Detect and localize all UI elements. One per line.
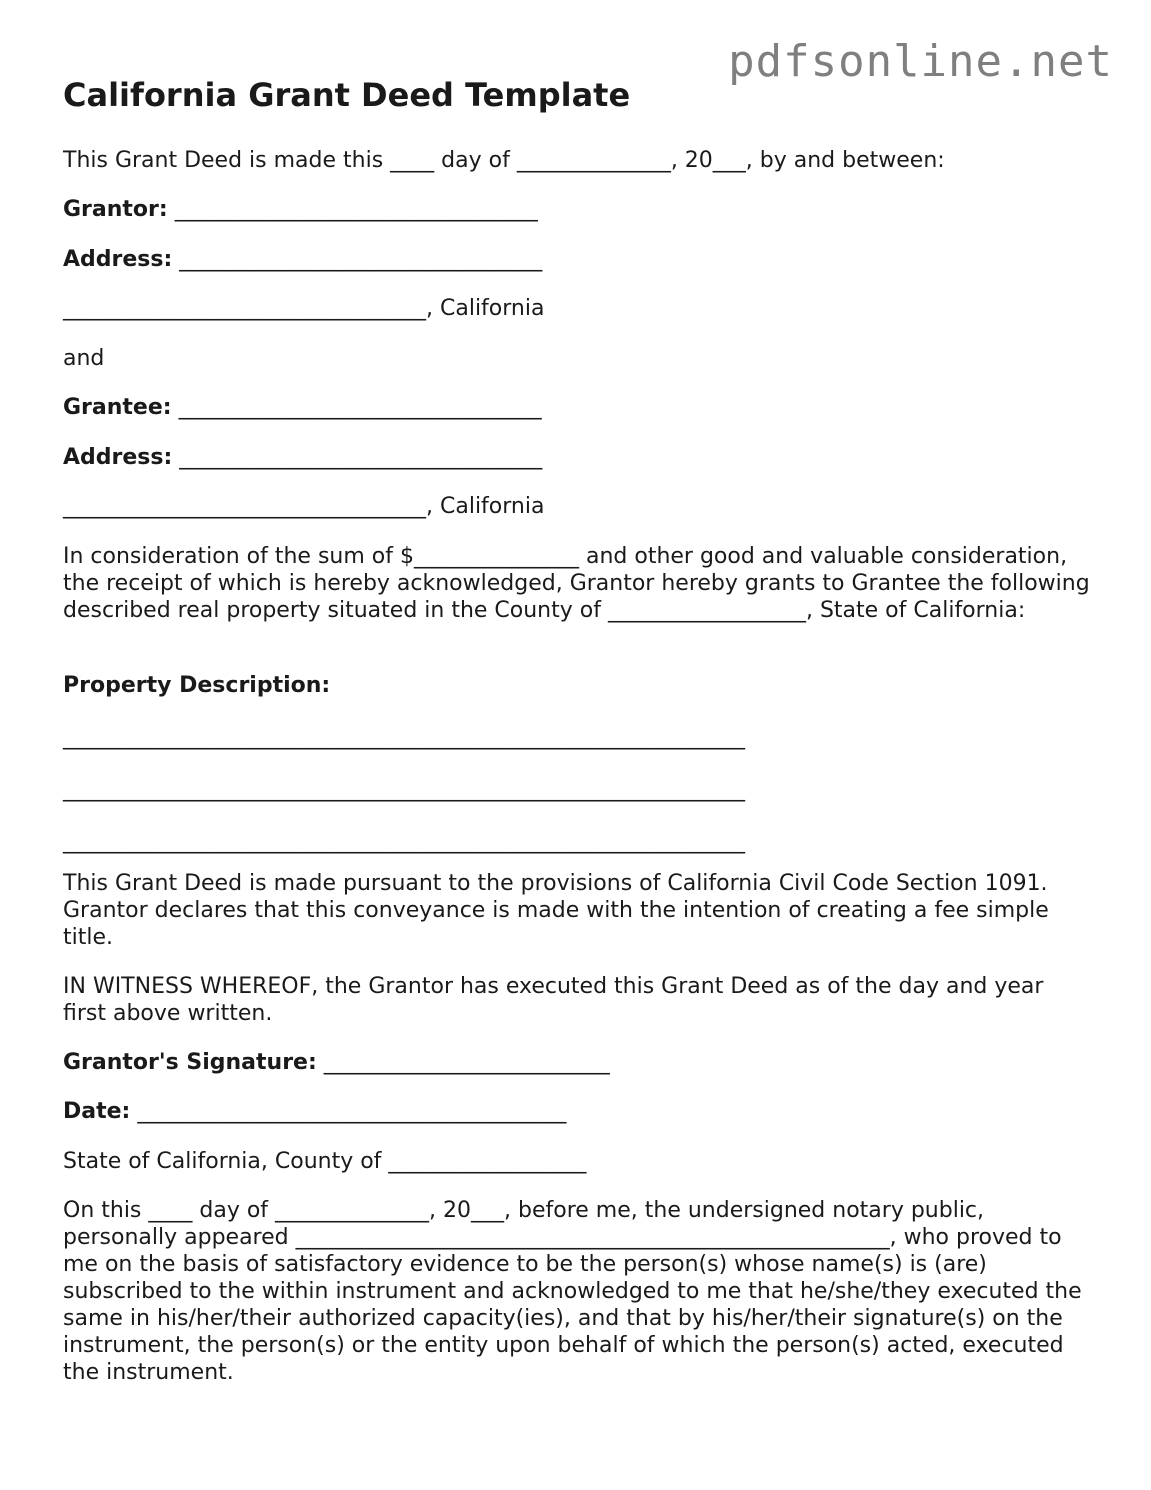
grantor-blank: _________________________________ — [167, 197, 538, 222]
state-county-line: State of California, County of __________________ — [63, 1149, 587, 1174]
grantee-label: Grantee: — [63, 395, 172, 420]
date-label: Date: — [63, 1099, 131, 1124]
watermark: pdfsonline.net — [728, 36, 1113, 87]
signature-blank: __________________________ — [316, 1050, 610, 1075]
witness-paragraph: IN WITNESS WHEREOF, the Grantor has executed this Grant Deed as of the day and year first above written. — [63, 974, 1044, 1026]
signature-label: Grantor's Signature: — [63, 1050, 317, 1075]
document-title: California Grant Deed Template — [63, 76, 631, 114]
property-line-3: ______________________________________________________________ — [63, 829, 745, 854]
grantee-address-label: Address: — [63, 445, 173, 470]
signature-line — [63, 1049, 610, 1076]
grantor-city-line: _________________________________, California — [63, 296, 545, 321]
property-line-1: ______________________________________________________________ — [63, 725, 745, 750]
property-description-label: Property Description: — [63, 673, 331, 698]
intro-line: This Grant Deed is made this ____ day of ______________, 20___, by and between: — [63, 148, 945, 173]
and-text: and — [63, 346, 105, 371]
grantee-blank: _________________________________ — [171, 395, 542, 420]
grantee-address-blank: _________________________________ — [172, 445, 543, 470]
grantor-line — [63, 196, 538, 223]
grantor-address-label: Address: — [63, 247, 173, 272]
date-line — [63, 1098, 566, 1125]
grantee-city-line: _________________________________, California — [63, 494, 545, 519]
pursuant-paragraph: This Grant Deed is made pursuant to the provisions of California Civil Code Section 1091. Grantor declares that this conveyance is made with the intention of creating a fee simple title. — [63, 871, 1049, 950]
grantor-address-blank: _________________________________ — [172, 247, 543, 272]
grantor-address-line — [63, 246, 542, 273]
property-line-2: ______________________________________________________________ — [63, 777, 745, 802]
notary-paragraph: On this ____ day of ______________, 20___, before me, the undersigned notary public, personally appeared ______________________________________________________, who proved to me on the basis of satisfactory evidence to be the person(s) whose name(s) is (are) subscribed to the within instrument and acknowledged to me that he/she/they executed the same in his/her/their authorized capacity(ies), and that by his/her/their signature(s) on the instrument, the person(s) or the entity upon behalf of which the person(s) acted, executed the instrument. — [63, 1198, 1082, 1385]
grantee-address-line — [63, 444, 542, 471]
consideration-paragraph: In consideration of the sum of $_______________ and other good and valuable consideration, the receipt of which is hereby acknowledged, Grantor hereby grants to Grantee the following described real property situated in the County of __________________, State of California: — [63, 544, 1090, 623]
grantor-label: Grantor: — [63, 197, 168, 222]
date-blank: _______________________________________ — [130, 1099, 567, 1124]
grantee-line — [63, 394, 542, 421]
